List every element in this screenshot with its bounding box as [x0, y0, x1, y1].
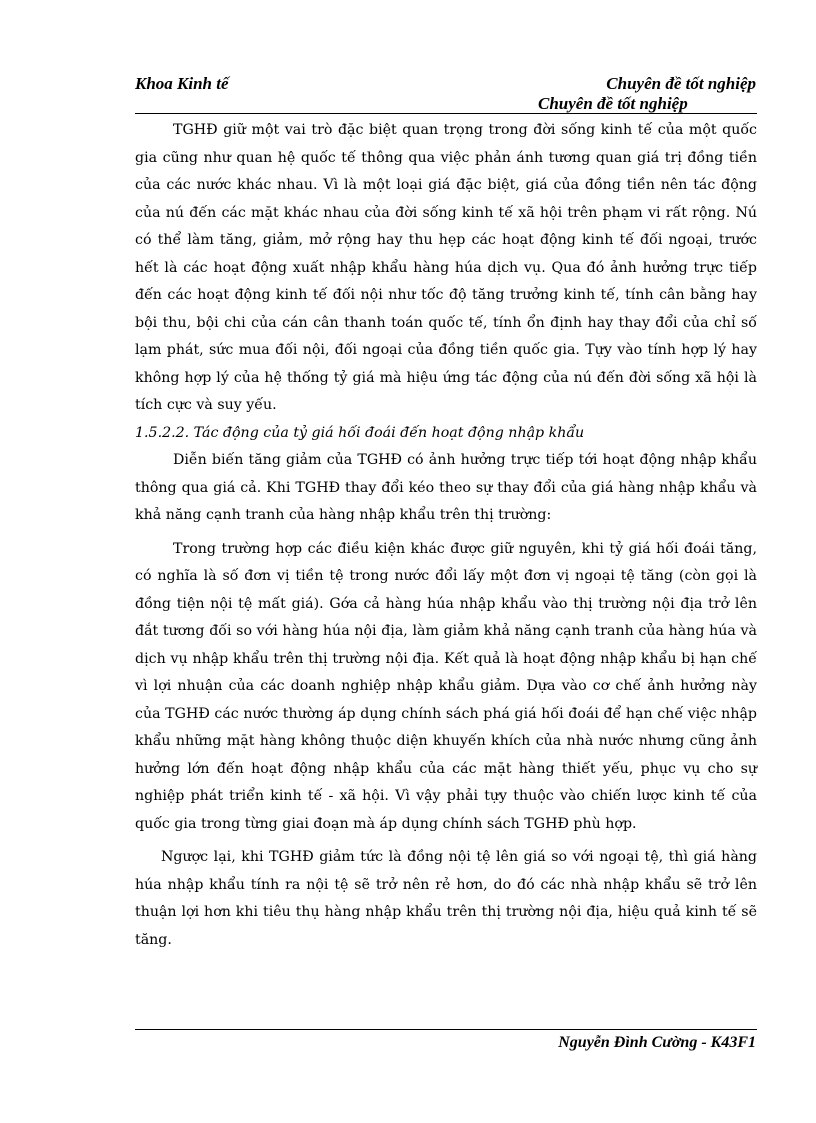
paragraph-exchange-rate-role: TGHĐ giữ một vai trò đặc biệt quan trọng trong đời sống kinh tế của một quốc gia cũng như quan hệ quốc tế thông qua việc phản ánh tương quan giá trị đồng tiền của các nước khác nhau. Vì là một loại giá đặc biệt, giá của đồng tiền nên tác động của nú đến các mặt khác nhau của đời sống kinh tế xã hội trên phạm vi rất rộng. Nú có thể làm tăng, giảm, mở rộng hay thu hẹp các hoạt động kinh tế đối ngoại, trước hết là các hoạt động xuất nhập khẩu hàng húa dịch vụ. Qua đó ảnh hưởng trực tiếp đến các hoạt động kinh tế đối nội như tốc độ tăng trưởng kinh tế, tính cân bằng hay bội thu, bội chi của cán cân thanh toán quốc tế, tính ổn định hay thay đổi của chỉ số lạm phát, sức mua đối nội, đối ngoại của đồng tiền quốc gia. Tựy vào tính hợp lý hay không hợp lý của hệ thống tỷ giá mà hiệu ứng tác động của nú đến đời sống xã hội là tích cực và suy yếu. [135, 122, 757, 413]
header-rule [135, 113, 757, 114]
paragraph-rate-increase: Trong trường hợp các điều kiện khác được giữ nguyên, khi tỷ giá hối đoái tăng, có nghĩa là số đơn vị tiền tệ trong nước đổi lấy một đơn vị ngoại tệ tăng (còn gọi là đồng tiện nội tệ mất giá). Gớa cả hàng húa nhập khẩu vào thị trường nội địa trở lên đắt tương đối so với hàng húa nội địa, làm giảm khả năng cạnh tranh của hàng húa và dịch vụ nhập khẩu trên thị trường nội địa. Kết quả là hoạt động nhập khẩu bị hạn chế vì lợi nhuận của các doanh nghiệp nhập khẩu giảm. Dựa vào cơ chế ảnh hưởng này của TGHĐ các nước thường áp dụng chính sách phá giá hối đoái để hạn chế việc nhập khẩu những mặt hàng không thuộc diện khuyến khích của nhà nước nhưng cũng ảnh hưởng lớn đến hoạt động nhập khẩu của các mặt hàng thiết yếu, phục vụ cho sự nghiệp phát triển kinh tế - xã hội. Vì vậy phải tựy thuộc vào chiến lược kinh tế của quốc gia trong từng giai đoạn mà áp dụng chính sách TGHĐ phù hợp. [135, 540, 757, 832]
document-body [135, 117, 757, 954]
footer-rule [135, 1029, 757, 1030]
header-title-repeat: Chuyên đề tốt nghiệp [538, 94, 688, 113]
header-faculty: Khoa Kinh tế [135, 74, 229, 93]
section-heading: 1.5.2.2. Tác động của tỷ giá hối đoái đến hoạt động nhập khẩu [135, 424, 585, 441]
footer-author: Nguyễn Đình Cường - K43F1 [558, 1034, 756, 1051]
paragraph-import-impact: Diễn biến tăng giảm của TGHĐ có ảnh hưởng trực tiếp tới hoạt động nhập khẩu thông qua giá cả. Khi TGHĐ thay đổi kéo theo sự thay đổi của giá hàng nhập khẩu và khả năng cạnh tranh của hàng nhập khẩu trên thị trường: [135, 452, 757, 523]
header-title: Chuyên đề tốt nghiệp [606, 74, 756, 93]
paragraph-rate-decrease: Ngược lại, khi TGHĐ giảm tức là đồng nội tệ lên giá so với ngoại tệ, thì giá hàng húa nhập khẩu tính ra nội tệ sẽ trở nên rẻ hơn, do đó các nhà nhập khẩu sẽ trở lên thuận lợi hơn khi tiêu thụ hàng nhập khẩu trên thị trường nội địa, hiệu quả kinh tế sẽ tăng. [135, 849, 757, 948]
